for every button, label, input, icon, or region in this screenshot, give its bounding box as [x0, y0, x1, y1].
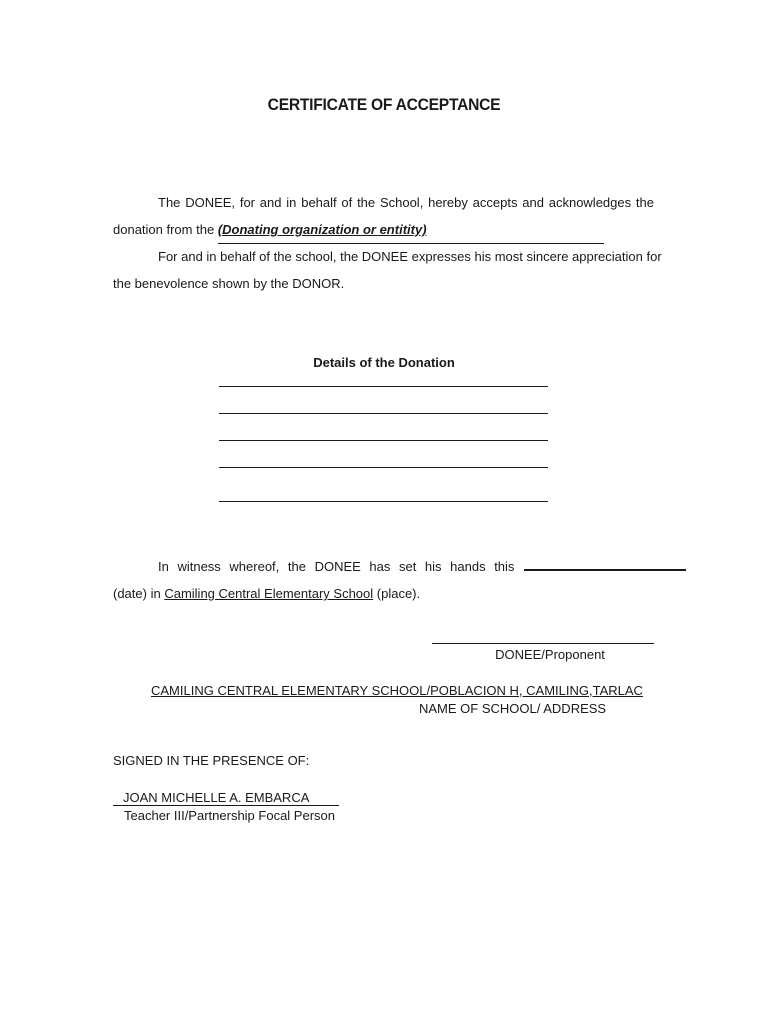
witness-name-line	[113, 790, 339, 806]
witness-date-prefix: (date) in	[113, 586, 161, 601]
signature-line	[432, 643, 654, 644]
intro-line-2	[113, 216, 654, 244]
place-suffix: (place).	[376, 586, 421, 601]
place-name: Camiling Central Elementary School	[164, 586, 374, 601]
date-blank	[524, 557, 686, 571]
witness-statement: In witness whereof, the DONEE has set his hands this	[158, 559, 515, 574]
witness-line-2	[113, 580, 654, 607]
detail-line	[219, 501, 548, 502]
intro-line-1: The DONEE, for and in behalf of the School, hereby accepts and acknowledges the	[158, 195, 654, 210]
donor-blank	[218, 216, 604, 244]
school-caption: NAME OF SCHOOL/ ADDRESS	[419, 701, 607, 716]
detail-line	[219, 386, 548, 387]
detail-line	[219, 413, 548, 414]
signature-caption: DONEE/Proponent	[495, 647, 605, 662]
school-address: CAMILING CENTRAL ELEMENTARY SCHOOL/POBLACION H, CAMILING,TARLAC	[151, 683, 643, 698]
witness-line-1	[113, 553, 658, 580]
detail-line	[219, 467, 548, 468]
document-title: CERTIFICATE OF ACCEPTANCE	[267, 95, 501, 114]
donor-placeholder: (Donating organization or entitity)	[217, 222, 427, 237]
appreciation-line-1: For and in behalf of the school, the DONEE expresses his most sincere appreciation for	[158, 249, 662, 264]
witness-name: JOAN MICHELLE A. EMBARCA	[123, 790, 310, 805]
intro-line-2-prefix: donation from the	[113, 222, 215, 237]
presence-label: SIGNED IN THE PRESENCE OF:	[113, 753, 310, 768]
witness-role: Teacher III/Partnership Focal Person	[124, 808, 335, 823]
detail-line	[219, 440, 548, 441]
appreciation-line-2: the benevolence shown by the DONOR.	[113, 276, 345, 291]
details-heading: Details of the Donation	[313, 355, 455, 370]
